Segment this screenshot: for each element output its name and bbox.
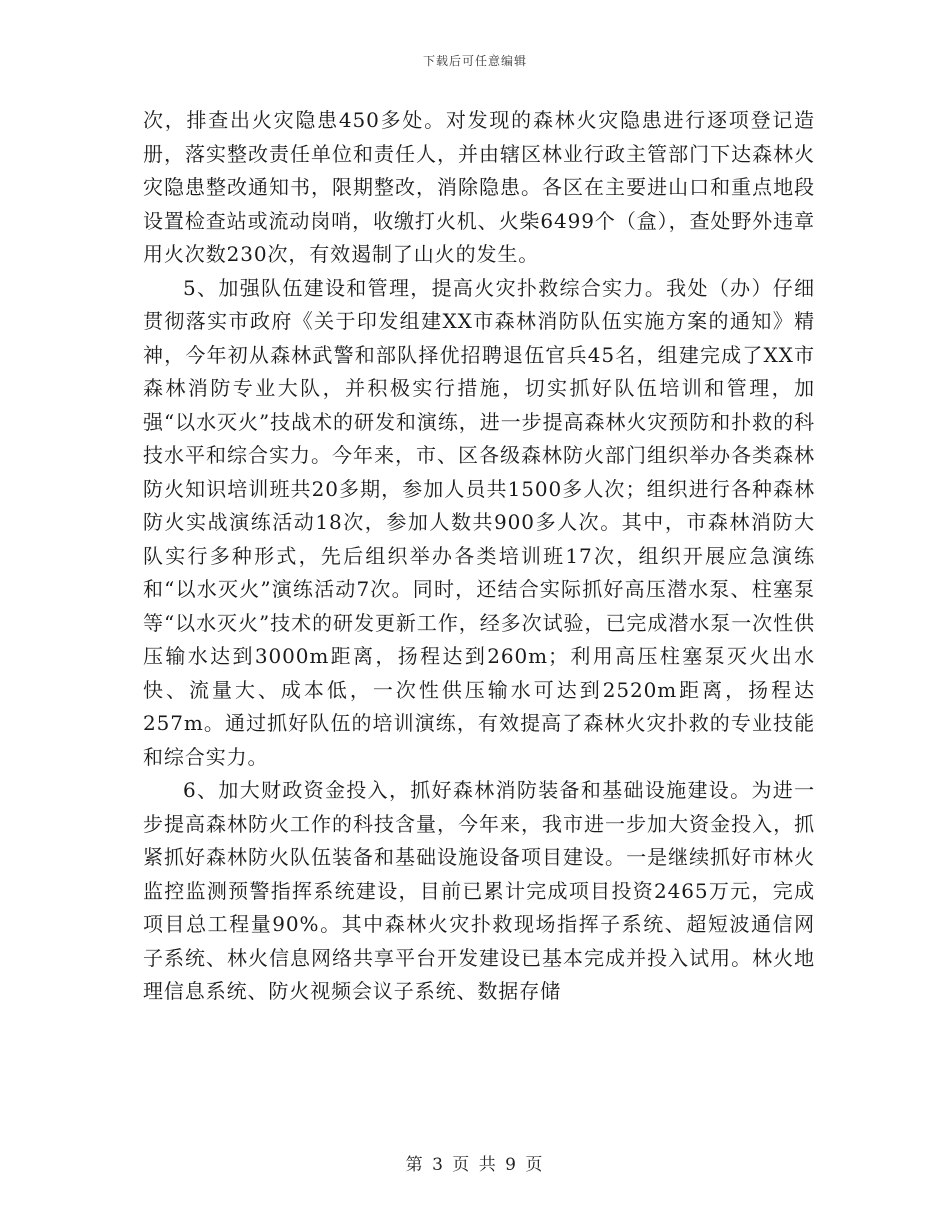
document-body bbox=[143, 104, 815, 1009]
page-footer: 第 3 页 共 9 页 bbox=[405, 1155, 545, 1175]
paragraph-3: 6、加大财政资金投入，抓好森林消防装备和基础设施建设。为进一步提高森林防火工作的科技含量，今年来，我市进一步加大资金投入，抓紧抓好森林防火队伍装备和基础设施设备项目建设。一是继续抓好市林火监控监测预警指挥系统建设，目前已累计完成项目投资2465万元，完成项目总工程量90%。其中森林火灾扑救现场指挥子系统、超短波通信网子系统、林火信息网络共享平台开发建设已基本完成并投入试用。林火地理信息系统、防火视频会议子系统、数据存储 bbox=[143, 778, 815, 1003]
paragraph-2: 5、加强队伍建设和管理，提高火灾扑救综合实力。我处（办）仔细贯彻落实市政府《关于印发组建XX市森林消防队伍实施方案的通知》精神，今年初从森林武警和部队择优招聘退伍官兵45名，组建完成了XX市森林消防专业大队，并积极实行措施，切实抓好队伍培训和管理，加强“以水灭火”技战术的研发和演练，进一步提高森林火灾预防和扑救的科技水平和综合实力。今年来，市、区各级森林防火部门组织举办各类森林防火知识培训班共20多期，参加人员共1500多人次；组织进行各种森林防火实战演练活动18次，参加人数共900多人次。其中，市森林消防大队实行多种形式，先后组织举办各类培训班17次，组织开展应急演练和“以水灭火”演练活动7次。同时，还结合实际抓好高压潜水泵、柱塞泵等“以水灭火”技术的研发更新工作，经多次试验，已完成潜水泵一次性供压输水达到3000m距离，扬程达到260m；利用高压柱塞泵灭火出水快、流量大、成本低，一次性供压输水可达到2520m距离，扬程达257m。通过抓好队伍的培训演练，有效提高了森林火灾扑救的专业技能和综合实力。 bbox=[143, 275, 815, 769]
page-header: 下载后可任意编辑 bbox=[422, 54, 527, 68]
paragraph-1: 次，排查出火灾隐患450多处。对发现的森林火灾隐患进行逐项登记造册，落实整改责任单位和责任人，并由辖区林业行政主管部门下达森林火灾隐患整改通知书，限期整改，消除隐患。各区在主要进山口和重点地段设置检查站或流动岗哨，收缴打火机、火柴6499个（盒），查处野外违章用火次数230次，有效遏制了山火的发生。 bbox=[143, 108, 815, 266]
